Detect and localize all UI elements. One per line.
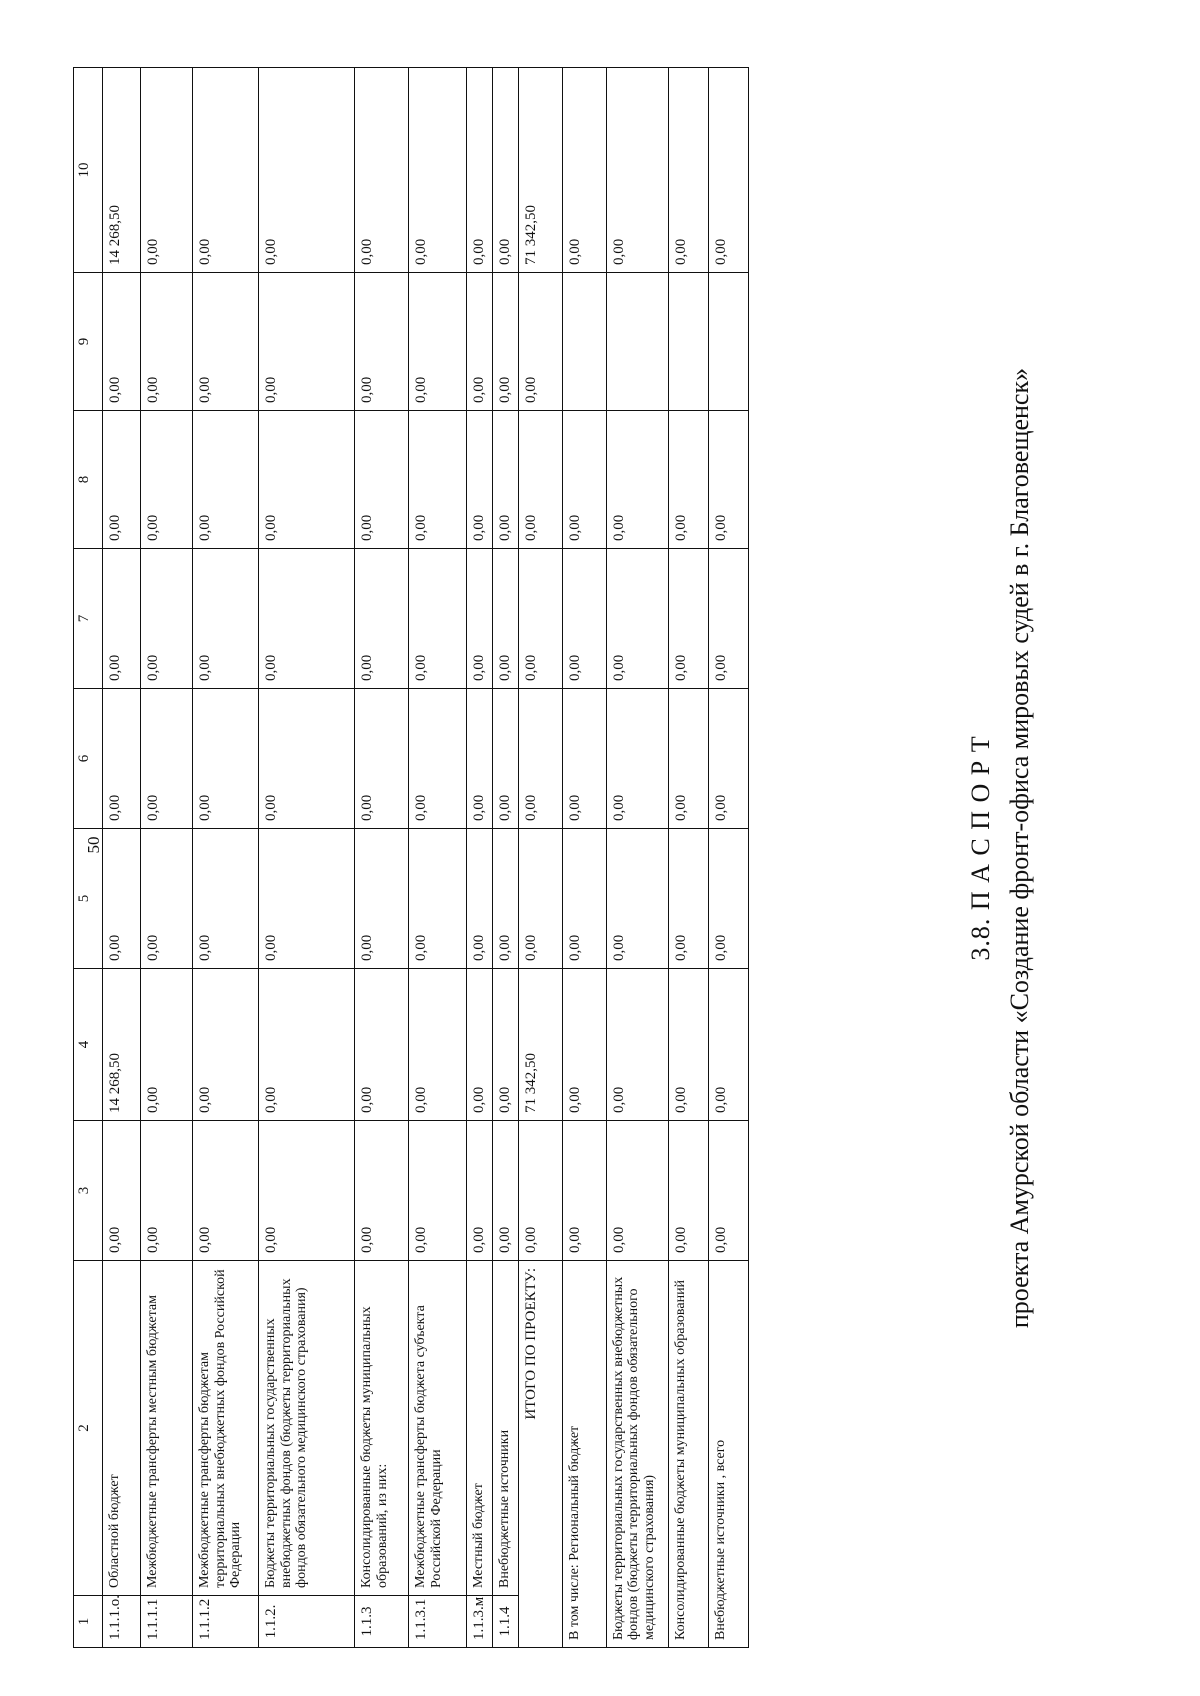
table-row [141, 68, 193, 1648]
table-cell: 0,00 [259, 689, 355, 829]
table-cell: 0,00 [355, 411, 409, 549]
table-cell: 0,00 [355, 1121, 409, 1261]
breakdown-row [562, 68, 606, 1648]
table-cell [562, 273, 606, 411]
table-cell: 0,00 [668, 411, 708, 549]
column-header: 10 [74, 68, 103, 273]
table-cell: 0,00 [467, 689, 493, 829]
table-cell: 0,00 [355, 549, 409, 689]
table-cell: 0,00 [103, 829, 141, 969]
project-subtitle: проекта Амурской области «Создание фронт-офиса мировых судей в г. Благовещенск» [1005, 367, 1034, 1329]
table-cell: 14 268,50 [103, 68, 141, 273]
table-cell: 0,00 [467, 1121, 493, 1261]
table-cell: 0,00 [193, 829, 259, 969]
total-value: 71 342,50 [518, 68, 562, 273]
table-cell: 0,00 [606, 411, 668, 549]
table-cell: 0,00 [492, 689, 518, 829]
row-name: Межбюджетные трансферты бюджетам территориальных внебюджетных фондов Российской Федерации [193, 1261, 259, 1596]
table-cell: 0,00 [467, 829, 493, 969]
table-cell: 0,00 [518, 273, 562, 411]
breakdown-name: Внебюджетные источники , всего [708, 1261, 748, 1648]
table-cell: 0,00 [708, 549, 748, 689]
row-code: 1.1.1.о. [103, 1596, 141, 1648]
table-cell: 0,00 [141, 689, 193, 829]
page-number: 50 [84, 836, 103, 854]
table-cell: 0,00 [492, 549, 518, 689]
table-cell: 0,00 [606, 1121, 668, 1261]
table-cell: 0,00 [355, 689, 409, 829]
table-row [467, 68, 493, 1648]
table-cell: 0,00 [708, 411, 748, 549]
table-cell: 0,00 [409, 411, 467, 549]
column-header: 6 [74, 689, 103, 829]
table-cell: 0,00 [518, 689, 562, 829]
breakdown-name: В том числе: Региональный бюджет [562, 1261, 606, 1648]
table-cell: 0,00 [492, 1121, 518, 1261]
table-cell: 0,00 [193, 68, 259, 273]
breakdown-row [668, 68, 708, 1648]
column-header: 4 [74, 969, 103, 1121]
table-cell: 0,00 [103, 1121, 141, 1261]
table-row [492, 68, 518, 1648]
breakdown-row [606, 68, 668, 1648]
table-cell: 0,00 [467, 411, 493, 549]
table-cell: 0,00 [193, 689, 259, 829]
total-value: 71 342,50 [518, 969, 562, 1121]
table-cell: 0,00 [492, 411, 518, 549]
row-code: 1.1.2. [259, 1596, 355, 1648]
table-cell: 0,00 [467, 68, 493, 273]
table-cell: 0,00 [355, 273, 409, 411]
table-cell [606, 273, 668, 411]
table-cell: 0,00 [141, 549, 193, 689]
table-cell: 0,00 [668, 689, 708, 829]
table-cell: 0,00 [492, 969, 518, 1121]
table-cell: 0,00 [562, 969, 606, 1121]
row-name: Межбюджетные трансферты бюджета субъекта Российской Федерации [409, 1261, 467, 1596]
table-cell: 0,00 [259, 969, 355, 1121]
table-cell: 0,00 [492, 273, 518, 411]
table-cell: 0,00 [193, 969, 259, 1121]
table-cell: 0,00 [141, 273, 193, 411]
table-cell: 0,00 [467, 549, 493, 689]
table-cell: 0,00 [708, 68, 748, 273]
table-cell: 0,00 [103, 549, 141, 689]
column-header: 3 [74, 1121, 103, 1261]
breakdown-name: Бюджеты территориальных государственных внебюджетных фондов (бюджеты территориальных фондов обязательного медицинского страхования) [606, 1261, 668, 1648]
table-cell: 0,00 [562, 549, 606, 689]
row-code: 1.1.1.2 [193, 1596, 259, 1648]
table-cell: 0,00 [409, 829, 467, 969]
column-header: 8 [74, 411, 103, 549]
table-cell: 0,00 [259, 273, 355, 411]
table-cell: 0,00 [141, 1121, 193, 1261]
table-cell: 0,00 [708, 969, 748, 1121]
column-header: 9 [74, 273, 103, 411]
total-label: ИТОГО ПО ПРОЕКТУ: [518, 1261, 562, 1648]
table-cell: 0,00 [606, 829, 668, 969]
table-row [355, 68, 409, 1648]
table-cell: 0,00 [409, 68, 467, 273]
table-cell: 0,00 [467, 969, 493, 1121]
row-name: Местный бюджет [467, 1261, 493, 1596]
table-row [193, 68, 259, 1648]
table-cell: 0,00 [606, 68, 668, 273]
table-row [259, 68, 355, 1648]
table-cell: 0,00 [193, 411, 259, 549]
table-cell: 0,00 [606, 969, 668, 1121]
table-cell: 0,00 [259, 411, 355, 549]
table-cell: 0,00 [259, 829, 355, 969]
table-cell [668, 273, 708, 411]
table-cell: 0,00 [492, 68, 518, 273]
table-cell: 0,00 [103, 411, 141, 549]
table-cell: 0,00 [409, 549, 467, 689]
table-cell: 0,00 [355, 68, 409, 273]
table-cell: 0,00 [492, 829, 518, 969]
table-cell: 0,00 [668, 969, 708, 1121]
table-cell: 0,00 [708, 1121, 748, 1261]
table-cell: 0,00 [141, 68, 193, 273]
table-cell: 0,00 [518, 829, 562, 969]
table-cell: 0,00 [141, 829, 193, 969]
passport-title: 3.8. П А С П О Р Т [966, 735, 995, 961]
table-cell: 0,00 [409, 1121, 467, 1261]
table-cell: 0,00 [562, 689, 606, 829]
table-row [103, 68, 141, 1648]
row-name: Областной бюджет [103, 1261, 141, 1596]
row-name: Бюджеты территориальных государственных внебюджетных фондов (бюджеты территориальных фондов обязательного медицинского страхования) [259, 1261, 355, 1596]
table-cell: 0,00 [562, 1121, 606, 1261]
row-code: 1.1.3.м [467, 1596, 493, 1648]
table-cell: 0,00 [259, 68, 355, 273]
budget-table [73, 67, 749, 1648]
total-row [518, 68, 562, 1648]
table-cell: 0,00 [518, 549, 562, 689]
table-cell: 0,00 [518, 1121, 562, 1261]
header-row [74, 68, 103, 1648]
row-code: 1.1.4 [492, 1596, 518, 1648]
table-cell: 0,00 [259, 1121, 355, 1261]
table-cell: 0,00 [409, 969, 467, 1121]
table-cell: 0,00 [708, 689, 748, 829]
table-cell: 0,00 [562, 829, 606, 969]
table-row [409, 68, 467, 1648]
row-code: 1.1.3 [355, 1596, 409, 1648]
table-cell: 0,00 [355, 829, 409, 969]
table-cell: 0,00 [193, 273, 259, 411]
table-cell [708, 273, 748, 411]
table-cell: 0,00 [606, 549, 668, 689]
table-cell: 0,00 [668, 1121, 708, 1261]
table-cell: 0,00 [668, 549, 708, 689]
row-name: Межбюджетные трансферты местным бюджетам [141, 1261, 193, 1596]
table-cell: 0,00 [355, 969, 409, 1121]
table-cell: 0,00 [518, 411, 562, 549]
column-header: 7 [74, 549, 103, 689]
table-cell: 0,00 [409, 689, 467, 829]
table-cell: 0,00 [409, 273, 467, 411]
row-code: 1.1.1.1 [141, 1596, 193, 1648]
column-header: 5 [74, 829, 103, 969]
table-cell: 0,00 [708, 829, 748, 969]
table-cell: 0,00 [141, 969, 193, 1121]
table-cell: 0,00 [193, 549, 259, 689]
row-code: 1.1.3.1 [409, 1596, 467, 1648]
breakdown-name: Консолидированные бюджеты муниципальных образований [668, 1261, 708, 1648]
table-cell: 0,00 [606, 689, 668, 829]
table-cell: 0,00 [103, 273, 141, 411]
table-cell: 0,00 [668, 829, 708, 969]
column-header: 1 [74, 1596, 103, 1648]
table-cell: 14 268,50 [103, 969, 141, 1121]
table-cell: 0,00 [103, 689, 141, 829]
table-cell: 0,00 [562, 68, 606, 273]
table-cell: 0,00 [562, 411, 606, 549]
table-cell: 0,00 [193, 1121, 259, 1261]
breakdown-row [708, 68, 748, 1648]
column-header: 2 [74, 1261, 103, 1596]
table-cell: 0,00 [467, 273, 493, 411]
table-cell: 0,00 [668, 68, 708, 273]
table-cell: 0,00 [259, 549, 355, 689]
table-cell: 0,00 [141, 411, 193, 549]
row-name: Внебюджетные источники [492, 1261, 518, 1596]
row-name: Консолидированные бюджеты муниципальных образований, из них: [355, 1261, 409, 1596]
